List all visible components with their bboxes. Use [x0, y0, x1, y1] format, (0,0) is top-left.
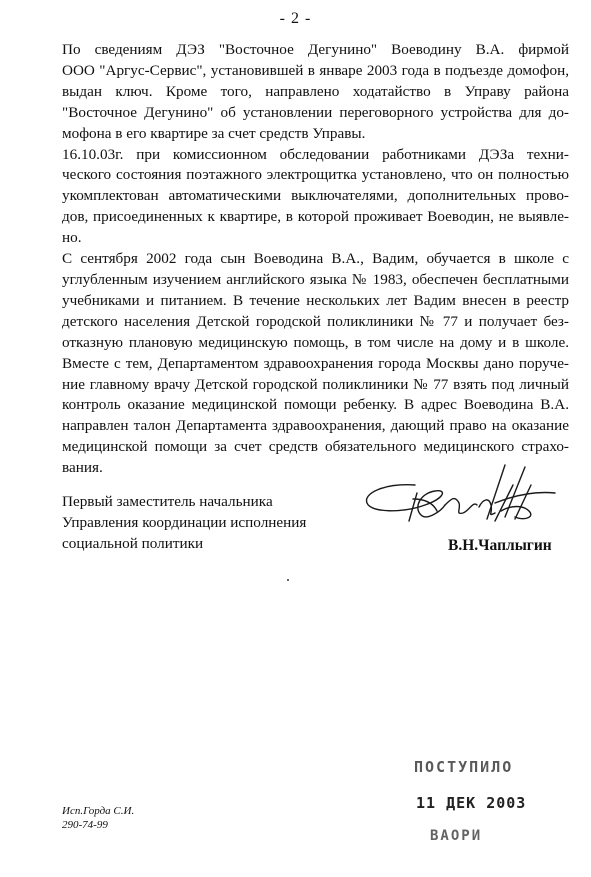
- body-line: дов, присоединенных к квартире, в которой проживает Воеводин, не выявле-: [62, 208, 569, 226]
- body-line: ческого состояния поэтажного электрощитка установлено, что он полностью: [62, 166, 569, 184]
- signer-title-line: Первый заместитель начальника: [62, 493, 273, 510]
- executor-info: [62, 804, 134, 832]
- signer-title-line: социальной политики: [62, 535, 204, 552]
- body-line: С сентября 2002 года сын Воеводина В.А., Вадим, обучается в школе с: [62, 250, 569, 268]
- paragraph-3: [62, 249, 569, 479]
- body-line: ООО "Аргус-Сервис", установившей в январе 2003 года в подъезде домофон,: [62, 61, 569, 79]
- signer-title: [62, 491, 362, 554]
- body-line: направлен талон Департамента здравоохранения, дающий право на оказание: [62, 417, 569, 435]
- body-line: детского населения Детской городской поликлиники № 77 и получает без-: [62, 312, 569, 330]
- body-line: но.: [62, 229, 82, 247]
- body-line: ние главному врачу Детской городской поликлиники № 77 взять под личный: [62, 375, 569, 393]
- body-line: отказную плановую медицинскую помощь, в том числе на дому и в школе.: [62, 333, 569, 351]
- handwritten-signature: [355, 455, 565, 535]
- paragraph-2: [62, 145, 569, 250]
- body-line: По сведениям ДЭЗ "Восточное Дегунино" Воеводину В.А. фирмой: [62, 41, 569, 58]
- stamp-office: ВАОРИ: [430, 828, 483, 844]
- stamp-received-label: ПОСТУПИЛО: [414, 758, 514, 776]
- body-line: Вместе с тем, Департаментом здравоохранения города Москвы дано поруче-: [62, 354, 569, 372]
- page-number: - 2 -: [279, 10, 312, 27]
- executor-name: Исп.Горда С.И.: [62, 805, 135, 817]
- paragraph-1: [62, 40, 569, 145]
- letter-body: [62, 40, 569, 479]
- executor-phone: 290-74-99: [62, 819, 108, 831]
- body-line: выдан ключ. Кроме того, направлено ходатайство в Управу района: [62, 82, 569, 100]
- body-line: контроль оказание медицинской помощи ребенку. В адрес Воеводина В.А.: [62, 396, 569, 414]
- body-line: вания.: [62, 459, 103, 477]
- body-line: 16.10.03г. при комиссионном обследовании работниками ДЭЗа техни-: [62, 145, 569, 163]
- scan-speck: [287, 579, 289, 581]
- signer-name: В.Н.Чаплыгин: [448, 537, 552, 554]
- body-line: мофона в его квартире за счет средств Управы.: [62, 124, 366, 142]
- body-line: "Восточное Дегунино" об установлении переговорного устройства для до-: [62, 103, 569, 121]
- body-line: углубленным изучением английского языка № 1983, обеспечен бесплатными: [62, 270, 569, 288]
- body-line: укомплектован автоматическими выключателями, дополнительных прово-: [62, 187, 569, 205]
- stamp-date: 11 ДЕК 2003: [416, 794, 527, 812]
- signer-title-line: Управления координации исполнения: [62, 514, 307, 531]
- body-line: учебниками и питанием. В течение нескольких лет Вадим внесен в реестр: [62, 291, 569, 309]
- body-line: медицинской помощи за счет средств обязательного медицинского страхо-: [62, 438, 569, 456]
